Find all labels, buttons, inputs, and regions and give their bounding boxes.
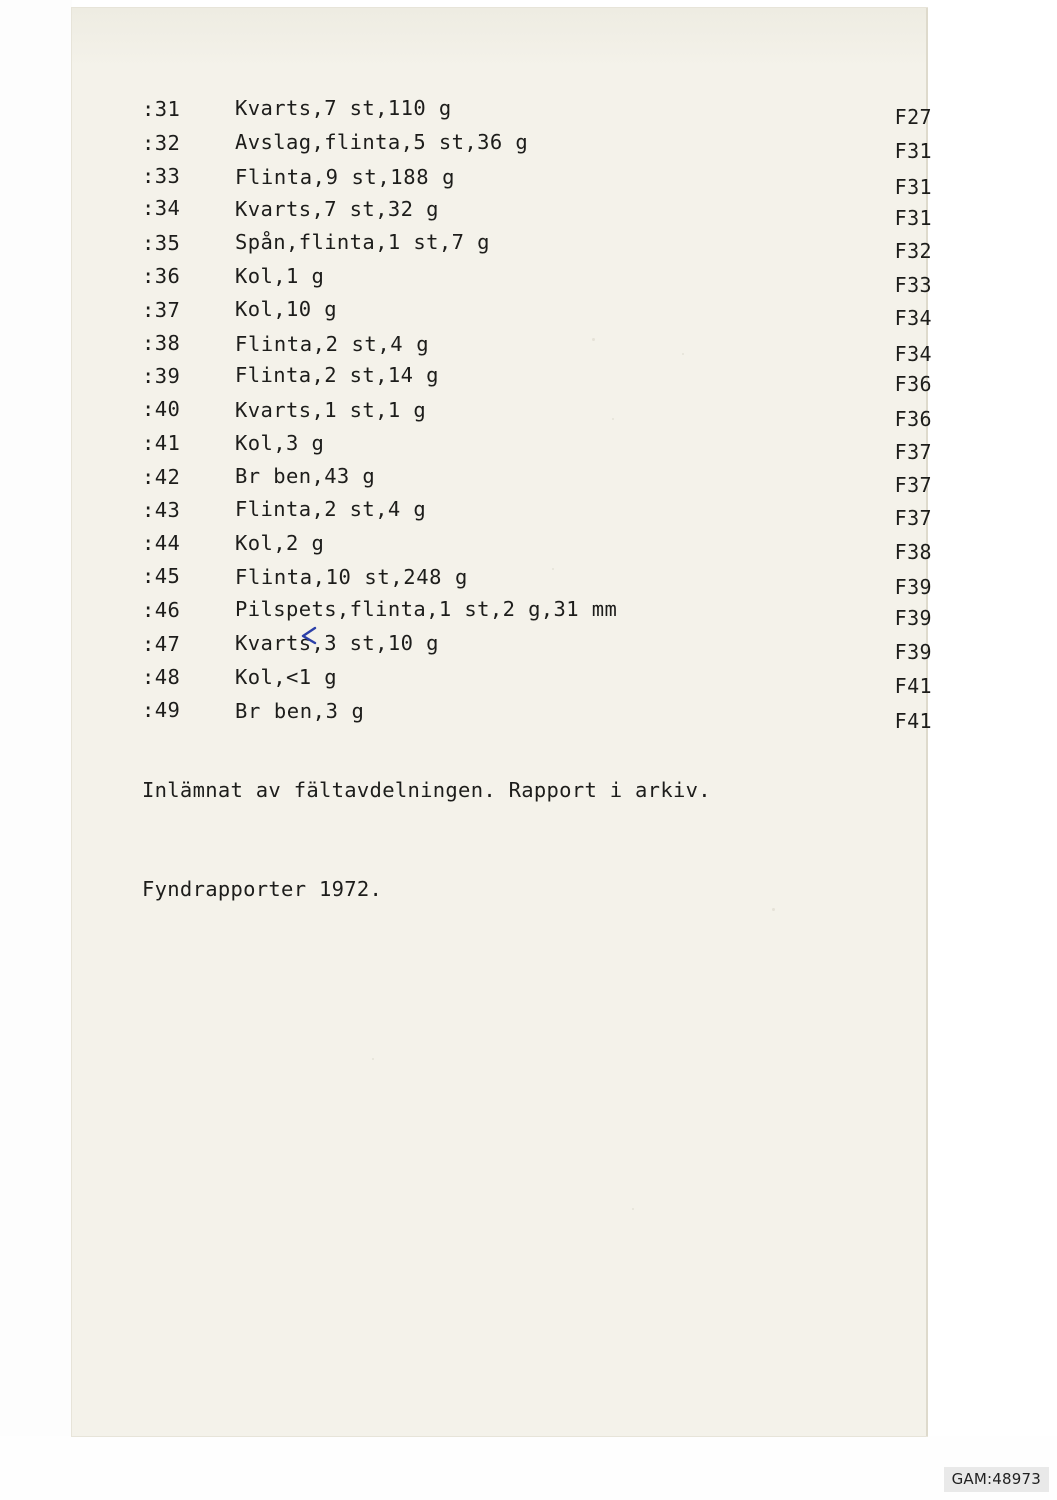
entry-find-number: F39: [894, 640, 932, 665]
entry-description: Flinta,2 st,4 g: [235, 496, 427, 521]
scanned-card: [72, 8, 932, 1436]
entry-id: :36: [142, 263, 181, 288]
footer-line-2: Fyndrapporter 1972.: [142, 877, 383, 901]
entry-description: Kol,<1 g: [235, 664, 337, 689]
entry-find-number: F37: [894, 439, 932, 464]
entry-description: Avslag,flinta,5 st,36 g: [235, 130, 529, 155]
catalogue-entry-row: [142, 93, 932, 129]
entry-id: :42: [142, 465, 181, 490]
catalogue-entry-row: [142, 327, 932, 366]
entry-find-number: F34: [894, 341, 932, 366]
footer-note: [142, 708, 932, 972]
entry-description: Br ben,3 g: [235, 699, 365, 724]
entry-find-number: F39: [894, 575, 932, 600]
entry-description: Kol,3 g: [235, 430, 325, 455]
entry-find-number: F36: [894, 372, 932, 397]
catalogue-entry-row: [142, 427, 932, 464]
entry-id: :38: [142, 330, 181, 355]
entry-description: Kvarts,3 st,10 g: [235, 631, 439, 656]
entry-id: :48: [142, 664, 181, 689]
entry-find-number: F37: [894, 473, 932, 498]
entry-find-number: F41: [894, 709, 932, 734]
entry-description: Flinta,9 st,188 g: [235, 164, 456, 189]
catalogue-entry-row: [142, 494, 932, 530]
entry-find-number: F31: [894, 139, 932, 164]
entry-find-number: F31: [894, 206, 932, 231]
accession-number-badge: GAM:48973: [944, 1467, 1049, 1492]
entry-id: :35: [142, 230, 181, 255]
entry-find-number: F38: [894, 540, 932, 565]
entry-id: :37: [142, 298, 181, 323]
entry-id: :34: [142, 196, 181, 221]
entry-id: :32: [142, 131, 181, 156]
entry-find-number: F33: [894, 272, 932, 297]
entry-description: Spån,flinta,1 st,7 g: [235, 229, 490, 254]
catalogue-entry-row: [142, 260, 932, 297]
catalogue-entry-row: [142, 160, 932, 199]
paper-speck: [632, 1208, 634, 1210]
entry-find-number: F32: [894, 238, 932, 263]
entry-find-number: F27: [894, 105, 932, 129]
entry-description: Kol,2 g: [235, 531, 325, 556]
entry-id: :44: [142, 531, 181, 556]
footer-line-1: Inlämnat av fältavdelningen. Rapport i arkiv.: [142, 778, 711, 802]
entry-description: Flinta,10 st,248 g: [235, 565, 468, 590]
entry-find-number: F31: [894, 174, 932, 199]
catalogue-entry-list: [142, 93, 932, 734]
entry-find-number: F34: [894, 306, 932, 331]
entry-find-number: F37: [894, 505, 932, 530]
catalogue-entry-row: [142, 627, 932, 665]
catalogue-entry-row: [142, 594, 932, 630]
entry-id: :47: [142, 632, 181, 657]
entry-id: :33: [142, 163, 181, 188]
catalogue-entry-row: [142, 360, 932, 397]
scan-left-margin: [0, 0, 72, 1452]
entry-description: Flinta,2 st,14 g: [235, 363, 439, 388]
catalogue-entry-row: [142, 293, 932, 331]
entry-find-number: F36: [894, 406, 932, 431]
catalogue-entry-row: [142, 527, 932, 565]
entry-id: :39: [142, 364, 181, 389]
catalogue-entry-row: [142, 193, 932, 231]
catalogue-entry-row: [142, 560, 932, 600]
entry-find-number: F39: [894, 605, 932, 630]
entry-description: Kol,10 g: [235, 297, 337, 322]
catalogue-entry-row: [142, 661, 932, 698]
entry-id: :41: [142, 430, 181, 455]
entry-description: Kol,1 g: [235, 263, 325, 288]
entry-description: Flinta,2 st,4 g: [235, 331, 430, 356]
catalogue-entry-row: [142, 126, 932, 164]
entry-description: Kvarts,7 st,110 g: [235, 96, 452, 120]
entry-description: Pilspets,flinta,1 st,2 g,31 mm: [235, 596, 618, 621]
catalogue-entry-row: [142, 394, 932, 431]
entry-id: :46: [142, 597, 181, 622]
entry-id: :45: [142, 564, 181, 589]
entry-id: :49: [142, 698, 181, 723]
entry-description: Kvarts,1 st,1 g: [235, 397, 427, 422]
entry-description: Kvarts,7 st,32 g: [235, 197, 439, 222]
paper-tone-top: [72, 8, 927, 68]
scan-bottom-margin: [0, 1436, 1057, 1500]
entry-find-number: F41: [894, 673, 932, 698]
entry-id: :31: [142, 97, 181, 121]
catalogue-entry-row: [142, 227, 932, 263]
catalogue-entry-row: [142, 460, 932, 498]
entry-id: :43: [142, 497, 181, 522]
entry-id: :40: [142, 396, 181, 421]
paper-speck: [372, 1058, 374, 1060]
entry-description: Br ben,43 g: [235, 464, 376, 489]
